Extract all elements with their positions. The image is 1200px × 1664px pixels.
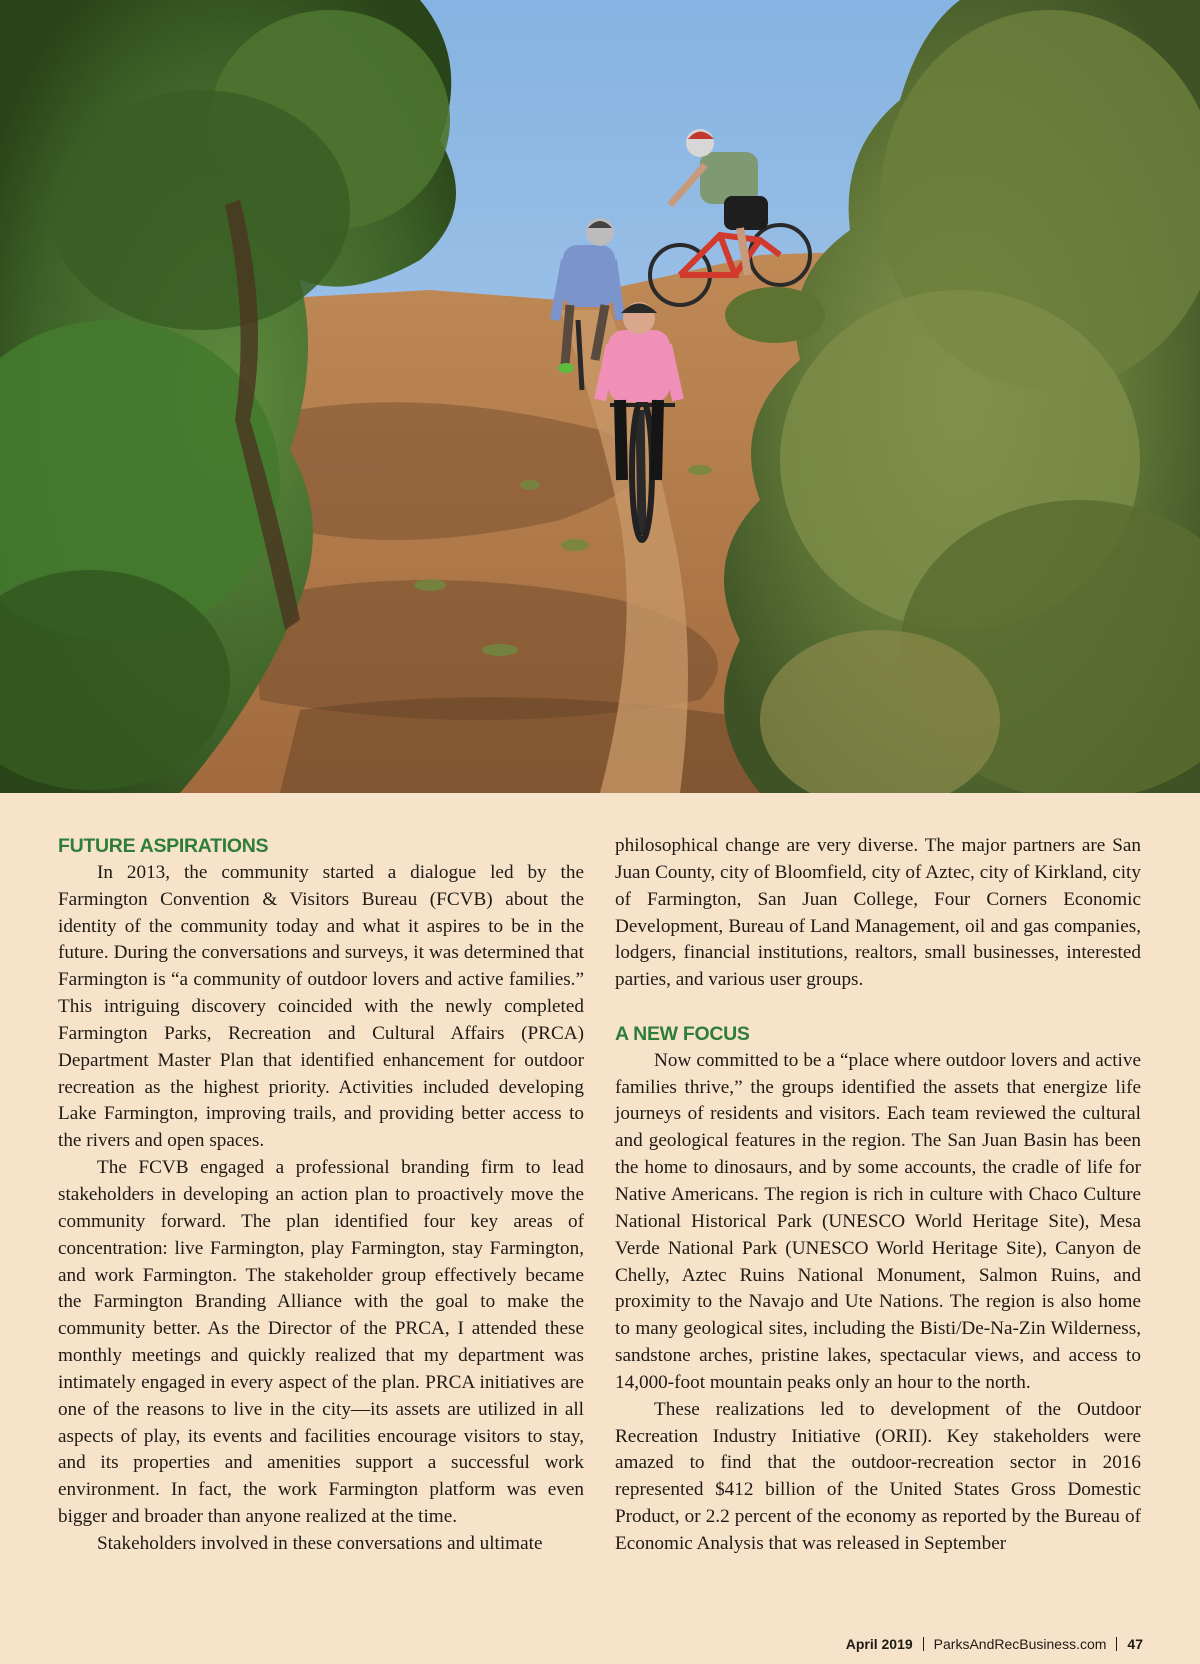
section-heading-a-new-focus: A NEW FOCUS xyxy=(615,1022,750,1045)
paragraph: The FCVB engaged a professional branding firm to lead stakeholders in developing an action plan to proactively move the community forward. The plan identified four key areas of concentration: live Farmington, play Farmington, stay Farmington, and work Farmington. The stakeholder group effectively became the Farmington Branding Alliance with the goal to make the community better. As the Director of the PRCA, I attended these monthly meetings and quickly realized that my department was intimately engaged in every aspect of the plan. PRCA initiatives are one of the reasons to live in the city—its assets are utilized in all aspects of play, its events and facilities encourage visitors to stay, and its properties and amenities support a successful work environment. In fact, the work Farmington platform was even bigger and broader than anyone realized at the time. xyxy=(58,1157,584,1528)
issue-date: April 2019 xyxy=(845,1636,913,1652)
section-heading-future-aspirations: FUTURE ASPIRATIONS xyxy=(58,835,269,857)
hero-photo xyxy=(0,0,1200,793)
footer-divider xyxy=(1116,1637,1117,1651)
mountain-bikers-illustration xyxy=(0,0,1200,793)
website-link[interactable]: ParksAndRecBusiness.com xyxy=(933,1636,1107,1652)
article-column-left xyxy=(58,833,584,1558)
paragraph: Stakeholders involved in these conversations and ultimate xyxy=(97,1532,543,1554)
paragraph: In 2013, the community started a dialogue led by the Farmington Convention & Visitors Bureau (FCVB) about the identity of the community today and what it aspires to be in the future. During the conversations and surveys, it was determined that Farmington is “a community of outdoor lovers and active families.” This intriguing discovery coincided with the newly completed Farmington Parks, Recreation and Cultural Affairs (PRCA) Department Master Plan that identified enhancement for outdoor recreation as the highest priority. Activities included developing Lake Farmington, improving trails, and providing better access to the rivers and open spaces. xyxy=(58,861,584,1152)
paragraph: These realizations led to development of the Outdoor Recreation Industry Initiative (ORII). Key stakeholders were amazed to find that the outdoor-recreation sector in 2016 represented $412 billion of the United States Gross Domestic Product, or 2.2 percent of the economy as reported by the Bureau of Economic Analysis that was released in September xyxy=(615,1398,1141,1554)
page-footer xyxy=(846,1636,1143,1652)
small-shrub xyxy=(725,287,825,343)
article-column-right xyxy=(615,833,1141,1558)
page-number: 47 xyxy=(1127,1636,1143,1652)
footer-divider xyxy=(923,1637,924,1651)
paragraph: philosophical change are very diverse. The major partners are San Juan County, city of Bloomfield, city of Aztec, city of Kirkland, city of Farmington, San Juan College, Four Corners Economic Development, Bureau of Land Management, oil and gas companies, lodgers, financial institutions, realtors, small businesses, interested parties, and various user groups. xyxy=(615,835,1141,991)
paragraph: Now committed to be a “place where outdoor lovers and active families thrive,” the groups identified the assets that energize life journeys of residents and visitors. Each team reviewed the cultural and geological features in the region. The San Juan Basin has been the home to dinosaurs, and by some accounts, the cradle of life for Native Americans. The region is rich in culture with Chaco Culture National Historical Park (UNESCO World Heritage Site), Mesa Verde National Park (UNESCO World Heritage Site), Canyon de Chelly, Aztec Ruins National Monument, Salmon Ruins, and proximity to the Navajo and Ute Nations. The region is also home to many geological sites, including the Bisti/De-Na-Zin Wilderness, sandstone arches, pristine lakes, spectacular views, and access to 14,000-foot mountain peaks only an hour to the north. xyxy=(615,1049,1141,1393)
